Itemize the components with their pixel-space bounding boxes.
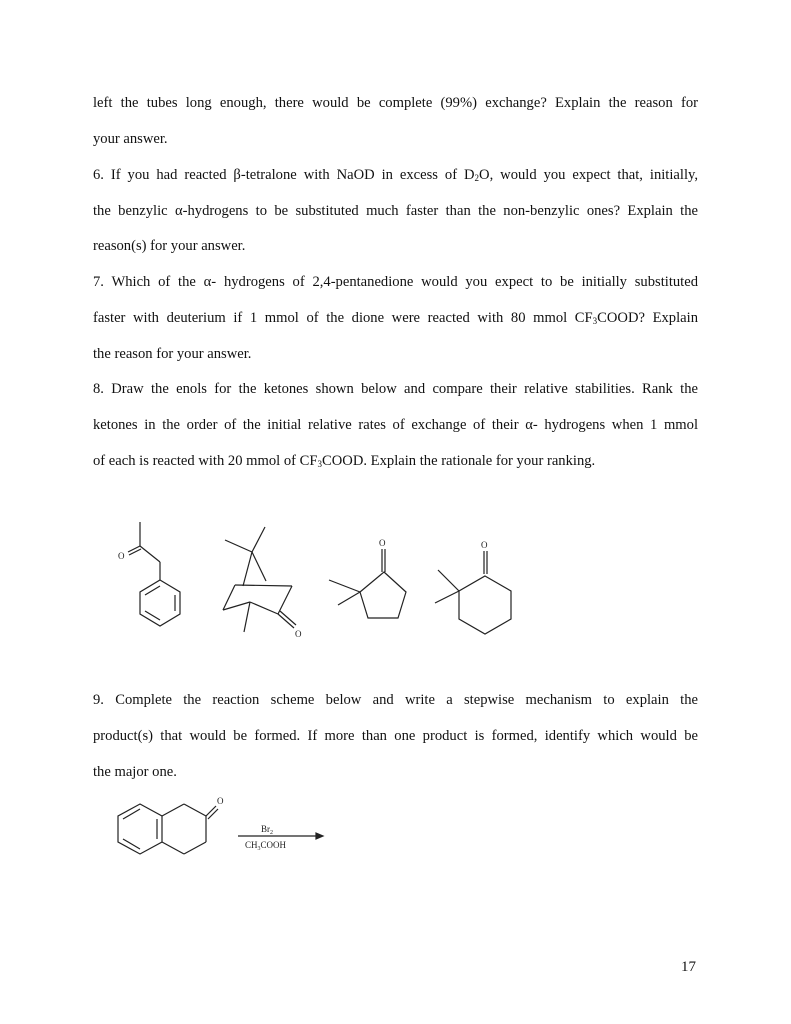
reagent-acetic-acid: $CH_3COOH$ [245, 840, 287, 852]
svg-text:O: O [295, 629, 302, 639]
paragraph-line: left the tubes long enough, there would be complete (99%) exchange? Explain the reason for [93, 95, 698, 111]
reagent-bromine: $Br_2$ [261, 824, 273, 836]
question-7-line-1: 7. Which of the α- hydrogens of 2,4-pentanedione would you expect to be initially substituted [93, 274, 698, 290]
svg-text:O: O [379, 538, 386, 548]
question-8-line-1: 8. Draw the enols for the ketones shown below and compare their relative stabilities. Rank the [93, 381, 698, 397]
page-number: 17 [681, 959, 696, 975]
question-8-line-3: of each is reacted with 20 mmol of $CF_3COOD$. Explain the rationale for your ranking. [93, 453, 596, 469]
question-6-line-1: 6. If you had reacted β-tetralone with NaOD in excess of $D_2O$, would you expect that, initially, [93, 167, 698, 183]
question-7-line-3: the reason for your answer. [93, 346, 252, 362]
question-6-line-3: reason(s) for your answer. [93, 238, 246, 254]
svg-text:O: O [118, 551, 125, 561]
question-9-line-3: the major one. [93, 764, 177, 780]
svg-text:O: O [481, 540, 488, 550]
reaction-arrow [238, 833, 323, 839]
question-9-line-2: product(s) that would be formed. If more than one product is formed, identify which would be [93, 728, 698, 744]
question-9-line-1: 9. Complete the reaction scheme below and write a stepwise mechanism to explain the [93, 692, 698, 708]
question-7-line-2: faster with deuterium if 1 mmol of the dione were reacted with 80 mmol $CF_3COOD$? Explain [93, 310, 698, 326]
question-8-line-2: ketones in the order of the initial relative rates of exchange of their α- hydrogens when 1 mmol [93, 417, 698, 433]
beta-tetralone-structure [118, 796, 224, 854]
question-6-line-2: the benzylic α-hydrogens to be substituted much faster than the non-benzylic ones? Explain the [93, 203, 698, 219]
svg-text:O: O [217, 796, 224, 806]
paragraph-line: your answer. [93, 131, 168, 147]
